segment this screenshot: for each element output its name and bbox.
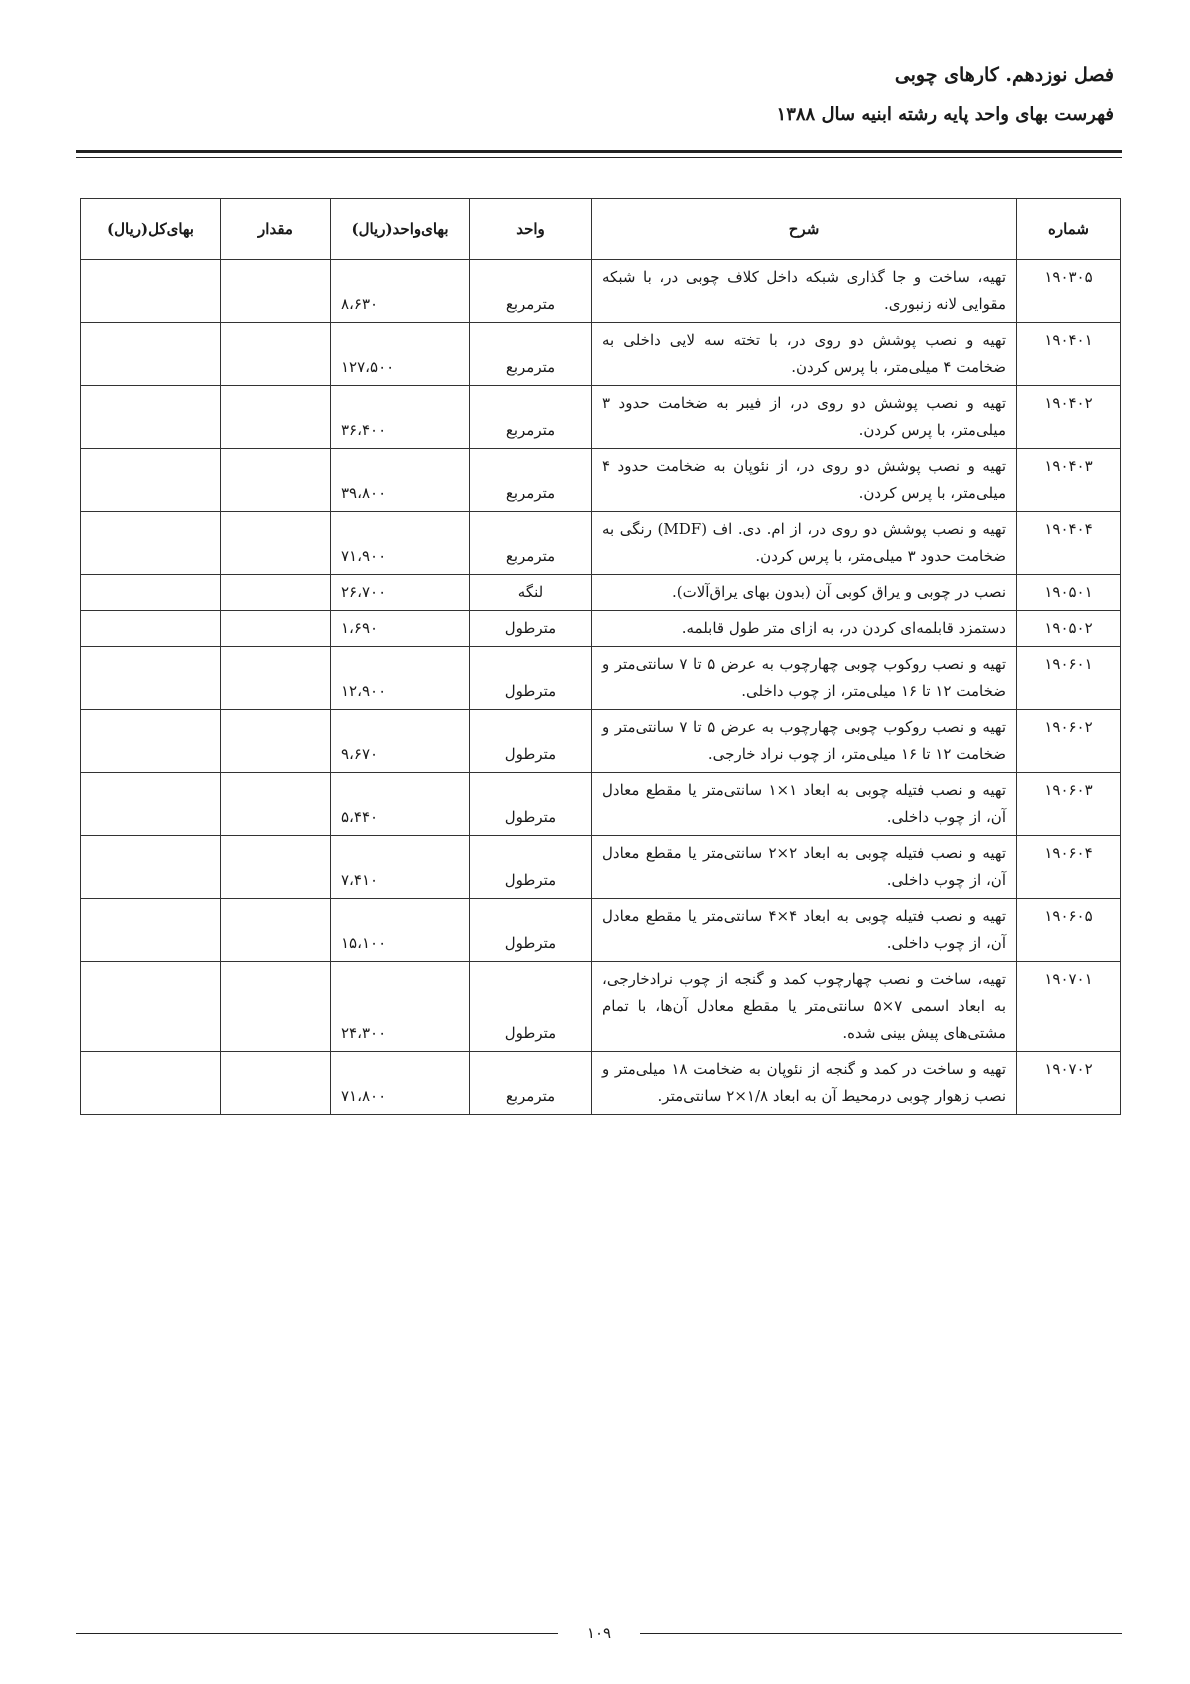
item-unit: لنگه xyxy=(470,575,592,611)
item-quantity xyxy=(221,1052,331,1115)
item-quantity xyxy=(221,260,331,323)
item-description: تهیه و نصب روکوب چوبی چهارچوب به عرض ۵ تا ۷ سانتی‌متر و ضخامت ۱۲ تا ۱۶ میلی‌متر، از چوب نراد خارجی. xyxy=(592,710,1017,773)
footer-rule-left xyxy=(76,1633,558,1634)
column-header-unit: واحد xyxy=(470,199,592,260)
table-row xyxy=(81,1052,1121,1115)
item-unit: مترطول xyxy=(470,773,592,836)
item-quantity xyxy=(221,647,331,710)
footer-rule-right xyxy=(640,1633,1122,1634)
item-unit-price: ۹،۶۷۰ xyxy=(331,710,470,773)
item-unit: مترمربع xyxy=(470,449,592,512)
item-code: ۱۹۰۷۰۲ xyxy=(1017,1052,1121,1115)
item-unit-price: ۱۵،۱۰۰ xyxy=(331,899,470,962)
item-code: ۱۹۰۵۰۲ xyxy=(1017,611,1121,647)
item-code: ۱۹۰۴۰۳ xyxy=(1017,449,1121,512)
item-unit: مترمربع xyxy=(470,1052,592,1115)
item-unit-price: ۳۶،۴۰۰ xyxy=(331,386,470,449)
item-description: تهیه و نصب فتیله چوبی به ابعاد ۲×۲ سانتی‌متر یا مقطع معادل آن، از چوب داخلی. xyxy=(592,836,1017,899)
item-quantity xyxy=(221,323,331,386)
item-description: تهیه و نصب پوشش دو روی در، با تخته سه لایی داخلی به ضخامت ۴ میلی‌متر، با پرس کردن. xyxy=(592,323,1017,386)
column-header-description: شرح xyxy=(592,199,1017,260)
item-unit-price: ۸،۶۳۰ xyxy=(331,260,470,323)
item-total-price xyxy=(81,611,221,647)
item-unit-price: ۱۲،۹۰۰ xyxy=(331,647,470,710)
item-unit: مترمربع xyxy=(470,512,592,575)
price-list-table xyxy=(80,198,1121,1115)
item-quantity xyxy=(221,575,331,611)
item-description: نصب در چوبی و یراق کوبی آن (بدون بهای یراق‌آلات). xyxy=(592,575,1017,611)
item-code: ۱۹۰۵۰۱ xyxy=(1017,575,1121,611)
chapter-title: فصل نوزدهم. کارهای چوبی xyxy=(894,64,1114,86)
table-row xyxy=(81,260,1121,323)
item-unit: مترمربع xyxy=(470,386,592,449)
item-code: ۱۹۰۶۰۳ xyxy=(1017,773,1121,836)
item-unit: مترطول xyxy=(470,962,592,1052)
item-quantity xyxy=(221,611,331,647)
item-quantity xyxy=(221,386,331,449)
item-unit: مترطول xyxy=(470,710,592,773)
page-footer xyxy=(76,1622,1122,1646)
item-code: ۱۹۰۳۰۵ xyxy=(1017,260,1121,323)
item-unit: مترمربع xyxy=(470,323,592,386)
item-code: ۱۹۰۷۰۱ xyxy=(1017,962,1121,1052)
item-unit: مترطول xyxy=(470,611,592,647)
item-quantity xyxy=(221,512,331,575)
item-total-price xyxy=(81,449,221,512)
table-row xyxy=(81,575,1121,611)
item-total-price xyxy=(81,647,221,710)
item-unit-price: ۱،۶۹۰ xyxy=(331,611,470,647)
item-unit: مترمربع xyxy=(470,260,592,323)
item-unit-price: ۱۲۷،۵۰۰ xyxy=(331,323,470,386)
item-unit: مترطول xyxy=(470,899,592,962)
item-total-price xyxy=(81,323,221,386)
item-unit-price: ۳۹،۸۰۰ xyxy=(331,449,470,512)
item-total-price xyxy=(81,260,221,323)
item-unit-price: ۲۴،۳۰۰ xyxy=(331,962,470,1052)
item-description: تهیه، ساخت و نصب چهارچوب کمد و گنجه از چوب نرادخارجی، به ابعاد اسمی ۷×۵ سانتی‌متر یا مقطع معادل آن‌ها، با تمام مشتی‌های پیش بینی شده. xyxy=(592,962,1017,1052)
table-row xyxy=(81,836,1121,899)
column-header-total-price: بهای‌کل(ریال) xyxy=(81,199,221,260)
item-description: دستمزد قابلمه‌ای کردن در، به ازای متر طول قابلمه. xyxy=(592,611,1017,647)
item-description: تهیه و نصب پوشش دو روی در، از ام. دی. اف (MDF) رنگی به ضخامت حدود ۳ میلی‌متر، با پرس کردن. xyxy=(592,512,1017,575)
item-description: تهیه و نصب پوشش دو روی در، از نئوپان به ضخامت حدود ۴ میلی‌متر، با پرس کردن. xyxy=(592,449,1017,512)
item-unit-price: ۷۱،۸۰۰ xyxy=(331,1052,470,1115)
table-row xyxy=(81,512,1121,575)
item-quantity xyxy=(221,899,331,962)
item-total-price xyxy=(81,899,221,962)
item-total-price xyxy=(81,575,221,611)
item-description: تهیه و نصب روکوب چوبی چهارچوب به عرض ۵ تا ۷ سانتی‌متر و ضخامت ۱۲ تا ۱۶ میلی‌متر، از چوب داخلی. xyxy=(592,647,1017,710)
column-header-code: شماره xyxy=(1017,199,1121,260)
item-description: تهیه، ساخت و جا گذاری شبکه داخل کلاف چوبی در، با شبکه مقوایی لانه زنبوری. xyxy=(592,260,1017,323)
table-row xyxy=(81,962,1121,1052)
document-subtitle: فهرست بهای واحد پایه رشته ابنیه سال ۱۳۸۸ xyxy=(776,104,1114,125)
column-header-quantity: مقدار xyxy=(221,199,331,260)
item-total-price xyxy=(81,710,221,773)
item-description: تهیه و نصب پوشش دو روی در، از فیبر به ضخامت حدود ۳ میلی‌متر، با پرس کردن. xyxy=(592,386,1017,449)
item-description: تهیه و نصب فتیله چوبی به ابعاد ۴×۴ سانتی‌متر یا مقطع معادل آن، از چوب داخلی. xyxy=(592,899,1017,962)
item-total-price xyxy=(81,512,221,575)
item-description: تهیه و ساخت در کمد و گنجه از نئوپان به ضخامت ۱۸ میلی‌متر و نصب زهوار چوبی درمحیط آن به ابعاد ۱/۸×۲ سانتی‌متر. xyxy=(592,1052,1017,1115)
item-unit-price: ۷۱،۹۰۰ xyxy=(331,512,470,575)
item-code: ۱۹۰۴۰۴ xyxy=(1017,512,1121,575)
table-row xyxy=(81,323,1121,386)
item-code: ۱۹۰۶۰۱ xyxy=(1017,647,1121,710)
item-total-price xyxy=(81,962,221,1052)
table-row xyxy=(81,773,1121,836)
table-row xyxy=(81,647,1121,710)
table-header-row xyxy=(81,199,1121,260)
table-row xyxy=(81,449,1121,512)
item-code: ۱۹۰۴۰۱ xyxy=(1017,323,1121,386)
table-row xyxy=(81,611,1121,647)
item-unit-price: ۲۶،۷۰۰ xyxy=(331,575,470,611)
header-rule xyxy=(76,150,1122,158)
item-unit-price: ۵،۴۴۰ xyxy=(331,773,470,836)
item-total-price xyxy=(81,773,221,836)
item-quantity xyxy=(221,962,331,1052)
item-code: ۱۹۰۶۰۴ xyxy=(1017,836,1121,899)
table-row xyxy=(81,386,1121,449)
item-total-price xyxy=(81,836,221,899)
item-description: تهیه و نصب فتیله چوبی به ابعاد ۱×۱ سانتی‌متر یا مقطع معادل آن، از چوب داخلی. xyxy=(592,773,1017,836)
page-number: ۱۰۹ xyxy=(586,1624,612,1642)
item-quantity xyxy=(221,449,331,512)
page-header xyxy=(76,58,1114,132)
item-total-price xyxy=(81,1052,221,1115)
item-unit-price: ۷،۴۱۰ xyxy=(331,836,470,899)
item-unit: مترطول xyxy=(470,647,592,710)
column-header-unit-price: بهای‌واحد(ریال) xyxy=(331,199,470,260)
item-code: ۱۹۰۶۰۲ xyxy=(1017,710,1121,773)
table-row xyxy=(81,710,1121,773)
table-row xyxy=(81,899,1121,962)
item-code: ۱۹۰۶۰۵ xyxy=(1017,899,1121,962)
item-quantity xyxy=(221,836,331,899)
item-code: ۱۹۰۴۰۲ xyxy=(1017,386,1121,449)
item-quantity xyxy=(221,773,331,836)
item-total-price xyxy=(81,386,221,449)
item-quantity xyxy=(221,710,331,773)
item-unit: مترطول xyxy=(470,836,592,899)
